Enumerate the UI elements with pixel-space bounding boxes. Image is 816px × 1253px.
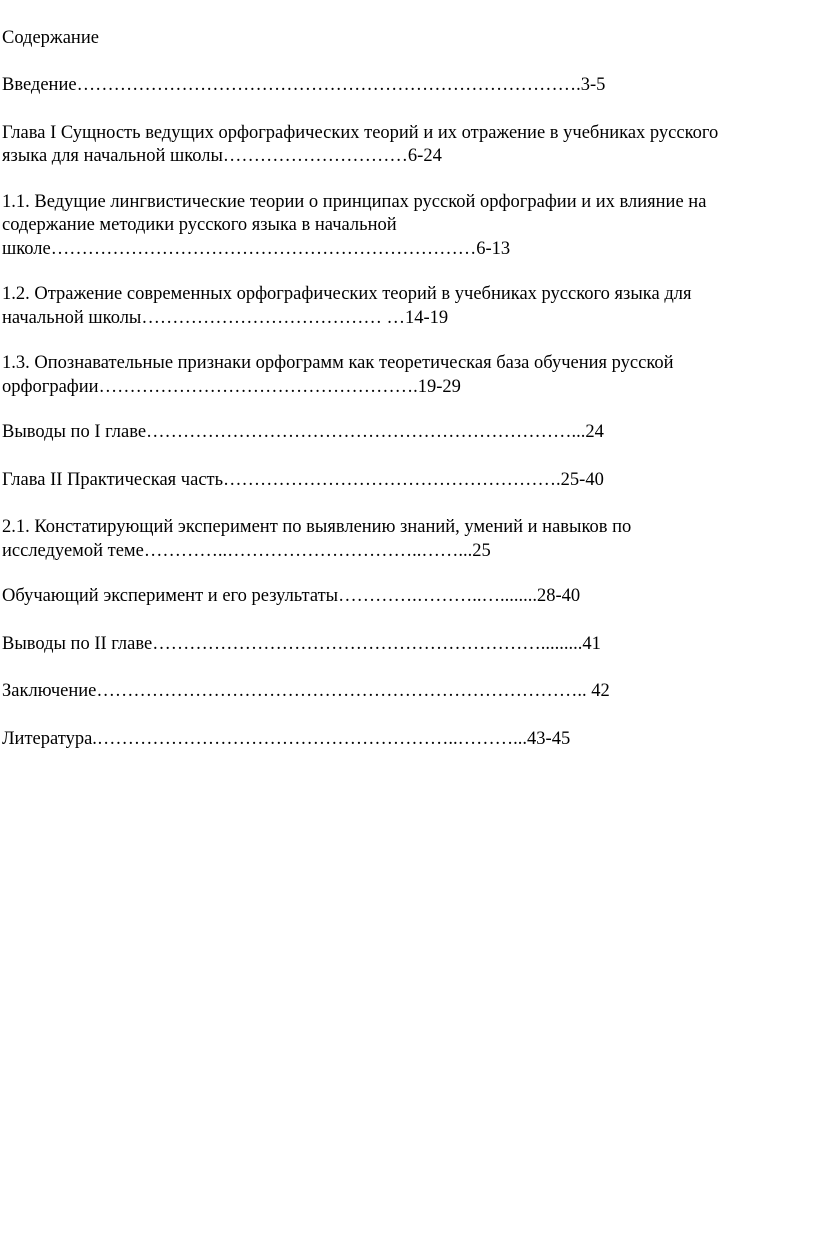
toc-line: 1.3. Опознавательные признаки орфограмм как теоретическая база обучения русской [2, 353, 674, 373]
toc-line: исследуемой теме…………..…………………………..……...25 [2, 540, 491, 561]
toc-entry-references [2, 728, 814, 752]
page-title: Содержание [2, 28, 99, 48]
toc-line: 2.1. Констатирующий эксперимент по выявлению знаний, умений и навыков по [2, 517, 632, 537]
toc-line: Литература.…………………………………………………..………...43-45 [2, 728, 571, 749]
toc-line: орфографии…………………………………………….19-29 [2, 376, 461, 397]
toc-line: Заключение…………………………………………………………………….. 42 [2, 681, 610, 701]
toc-entry-introduction [2, 74, 814, 98]
toc-entry-chapter-2 [2, 469, 814, 493]
toc-entry-conclusion [2, 680, 814, 704]
toc-line: 1.1. Ведущие лингвистические теории о принципах русской орфографии и их влияние на [2, 191, 707, 212]
toc-entry-teaching-experiment [2, 585, 814, 609]
toc-entry-section-1-1 [2, 191, 814, 262]
toc-line: Выводы по I главе……………………………………………………………...24 [2, 422, 604, 442]
toc-entry-section-2-1 [2, 516, 814, 563]
toc-line: Выводы по II главе……………………………………………………….........41 [2, 633, 601, 654]
toc-entry-section-1-2 [2, 283, 814, 330]
toc-line: Обучающий эксперимент и его результаты………….………..…........28-40 [2, 586, 581, 606]
toc-line: Введение……………………………………………………………………….3-5 [2, 75, 606, 95]
toc-entry-section-1-3 [2, 352, 814, 399]
toc-entry-chapter-1 [2, 122, 814, 169]
toc-line: начальной школы………………………………… …14-19 [2, 307, 449, 328]
toc-line: Глава II Практическая часть……………………………………………….25-40 [2, 469, 604, 490]
toc-entry-conclusions-chapter-1 [2, 421, 814, 445]
toc-line: языка для начальной школы…………………………6-24 [2, 146, 442, 166]
toc-line: содержание методики русского языка в начальной [2, 215, 397, 235]
table-of-contents [2, 74, 814, 751]
toc-entry-conclusions-chapter-2 [2, 633, 814, 657]
toc-line: школе……………………………………………………………6-13 [2, 238, 511, 259]
toc-line: Глава I Сущность ведущих орфографических теорий и их отражение в учебниках русского [2, 122, 719, 143]
toc-line: 1.2. Отражение современных орфографических теорий в учебниках русского языка для [2, 284, 692, 304]
